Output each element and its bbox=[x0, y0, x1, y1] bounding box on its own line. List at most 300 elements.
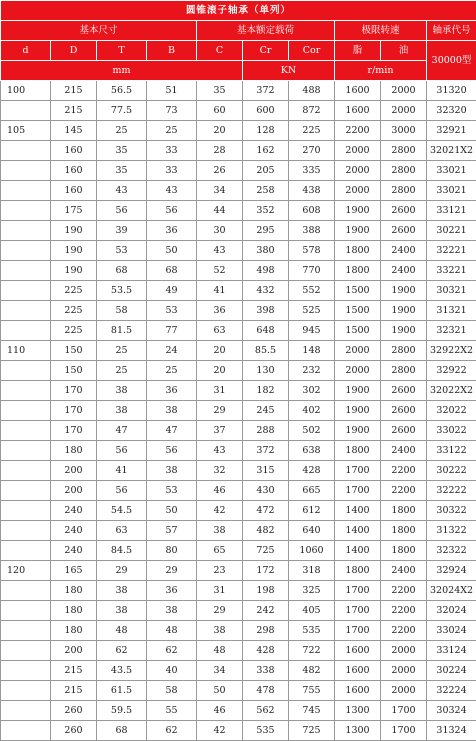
group-basic-size: 基本尺寸 bbox=[1, 21, 197, 41]
table-row bbox=[1, 181, 476, 201]
cell-C: 35 bbox=[197, 81, 243, 101]
cell-D: 180 bbox=[51, 441, 97, 461]
cell-D: 200 bbox=[51, 481, 97, 501]
cell-T: 77.5 bbox=[97, 101, 147, 121]
cell-code: 31320 bbox=[427, 81, 476, 101]
cell-C: 42 bbox=[197, 721, 243, 741]
cell-grease: 1900 bbox=[335, 381, 381, 401]
cell-Cor: 388 bbox=[289, 221, 335, 241]
cell-Cr: 315 bbox=[243, 461, 289, 481]
table-row bbox=[1, 201, 476, 221]
cell-Cor: 640 bbox=[289, 521, 335, 541]
cell-Cr: 398 bbox=[243, 301, 289, 321]
cell-C: 20 bbox=[197, 121, 243, 141]
table-row bbox=[1, 561, 476, 581]
cell-C: 34 bbox=[197, 181, 243, 201]
cell-oil: 1900 bbox=[381, 301, 427, 321]
table-row bbox=[1, 161, 476, 181]
cell-Cor: 232 bbox=[289, 361, 335, 381]
cell-d bbox=[1, 141, 51, 161]
cell-B: 58 bbox=[147, 681, 197, 701]
cell-d bbox=[1, 721, 51, 741]
cell-oil: 2400 bbox=[381, 241, 427, 261]
cell-D: 190 bbox=[51, 261, 97, 281]
group-bearing-code: 轴承代号 bbox=[427, 21, 476, 41]
cell-T: 54.5 bbox=[97, 501, 147, 521]
cell-Cr: 562 bbox=[243, 701, 289, 721]
cell-B: 36 bbox=[147, 221, 197, 241]
table-row bbox=[1, 681, 476, 701]
cell-code: 30222 bbox=[427, 461, 476, 481]
cell-oil: 1800 bbox=[381, 541, 427, 561]
cell-oil: 1800 bbox=[381, 501, 427, 521]
table-row bbox=[1, 81, 476, 101]
cell-B: 73 bbox=[147, 101, 197, 121]
cell-C: 26 bbox=[197, 161, 243, 181]
table-row bbox=[1, 421, 476, 441]
cell-d bbox=[1, 181, 51, 201]
cell-C: 60 bbox=[197, 101, 243, 121]
cell-grease: 1500 bbox=[335, 321, 381, 341]
cell-Cor: 525 bbox=[289, 301, 335, 321]
cell-oil: 2800 bbox=[381, 341, 427, 361]
table-row bbox=[1, 141, 476, 161]
cell-grease: 1600 bbox=[335, 661, 381, 681]
cell-B: 53 bbox=[147, 301, 197, 321]
table-row bbox=[1, 641, 476, 661]
cell-grease: 1900 bbox=[335, 401, 381, 421]
cell-code: 30221 bbox=[427, 221, 476, 241]
cell-D: 240 bbox=[51, 501, 97, 521]
cell-Cor: 302 bbox=[289, 381, 335, 401]
table-row bbox=[1, 521, 476, 541]
cell-code: 32922 bbox=[427, 361, 476, 381]
cell-D: 225 bbox=[51, 301, 97, 321]
cell-T: 62 bbox=[97, 641, 147, 661]
cell-oil: 2800 bbox=[381, 141, 427, 161]
cell-grease: 2000 bbox=[335, 341, 381, 361]
cell-Cr: 198 bbox=[243, 581, 289, 601]
cell-T: 56 bbox=[97, 201, 147, 221]
cell-code: 32221 bbox=[427, 241, 476, 261]
cell-grease: 1600 bbox=[335, 681, 381, 701]
cell-code: 32922X2 bbox=[427, 341, 476, 361]
cell-T: 38 bbox=[97, 581, 147, 601]
cell-d bbox=[1, 521, 51, 541]
cell-T: 61.5 bbox=[97, 681, 147, 701]
col-header-B: B bbox=[147, 41, 197, 61]
cell-grease: 1900 bbox=[335, 221, 381, 241]
cell-oil: 3000 bbox=[381, 121, 427, 141]
cell-B: 25 bbox=[147, 361, 197, 381]
cell-C: 43 bbox=[197, 441, 243, 461]
cell-d bbox=[1, 321, 51, 341]
cell-d bbox=[1, 441, 51, 461]
col-header-C: C bbox=[197, 41, 243, 61]
table-row bbox=[1, 581, 476, 601]
cell-T: 47 bbox=[97, 421, 147, 441]
cell-grease: 1700 bbox=[335, 461, 381, 481]
cell-Cr: 372 bbox=[243, 441, 289, 461]
cell-B: 29 bbox=[147, 561, 197, 581]
cell-grease: 1600 bbox=[335, 101, 381, 121]
cell-d bbox=[1, 661, 51, 681]
col-header-Cor: Cor bbox=[289, 41, 335, 61]
cell-C: 31 bbox=[197, 381, 243, 401]
cell-d bbox=[1, 281, 51, 301]
cell-Cr: 648 bbox=[243, 321, 289, 341]
cell-D: 225 bbox=[51, 321, 97, 341]
cell-d bbox=[1, 541, 51, 561]
cell-Cr: 432 bbox=[243, 281, 289, 301]
cell-oil: 1700 bbox=[381, 701, 427, 721]
cell-code: 31324 bbox=[427, 721, 476, 741]
cell-B: 38 bbox=[147, 601, 197, 621]
cell-T: 81.5 bbox=[97, 321, 147, 341]
cell-T: 58 bbox=[97, 301, 147, 321]
cell-Cor: 665 bbox=[289, 481, 335, 501]
cell-C: 44 bbox=[197, 201, 243, 221]
cell-Cor: 438 bbox=[289, 181, 335, 201]
cell-d: 120 bbox=[1, 561, 51, 581]
cell-T: 38 bbox=[97, 601, 147, 621]
cell-oil: 2600 bbox=[381, 421, 427, 441]
cell-C: 23 bbox=[197, 561, 243, 581]
cell-C: 28 bbox=[197, 141, 243, 161]
cell-d bbox=[1, 261, 51, 281]
cell-d bbox=[1, 301, 51, 321]
cell-oil: 2400 bbox=[381, 261, 427, 281]
cell-D: 215 bbox=[51, 661, 97, 681]
cell-T: 84.5 bbox=[97, 541, 147, 561]
cell-grease: 1800 bbox=[335, 261, 381, 281]
cell-B: 62 bbox=[147, 641, 197, 661]
cell-D: 180 bbox=[51, 581, 97, 601]
cell-T: 41 bbox=[97, 461, 147, 481]
cell-code: 32022X2 bbox=[427, 381, 476, 401]
table-row bbox=[1, 361, 476, 381]
cell-d bbox=[1, 381, 51, 401]
cell-grease: 1700 bbox=[335, 601, 381, 621]
cell-C: 63 bbox=[197, 321, 243, 341]
cell-B: 56 bbox=[147, 201, 197, 221]
cell-code: 32021X2 bbox=[427, 141, 476, 161]
cell-T: 56 bbox=[97, 481, 147, 501]
cell-code: 32924 bbox=[427, 561, 476, 581]
cell-Cr: 338 bbox=[243, 661, 289, 681]
cell-code: 33221 bbox=[427, 261, 476, 281]
cell-grease: 1600 bbox=[335, 641, 381, 661]
cell-B: 48 bbox=[147, 621, 197, 641]
cell-T: 56.5 bbox=[97, 81, 147, 101]
group-rated-load: 基本额定载荷 bbox=[197, 21, 335, 41]
unit-mm: mm bbox=[1, 61, 243, 81]
cell-Cr: 380 bbox=[243, 241, 289, 261]
cell-Cor: 945 bbox=[289, 321, 335, 341]
cell-oil: 2600 bbox=[381, 201, 427, 221]
cell-grease: 2000 bbox=[335, 181, 381, 201]
cell-grease: 1700 bbox=[335, 621, 381, 641]
table-row bbox=[1, 381, 476, 401]
cell-d: 110 bbox=[1, 341, 51, 361]
table-row bbox=[1, 661, 476, 681]
unit-rpm: r/min bbox=[335, 61, 427, 81]
cell-D: 145 bbox=[51, 121, 97, 141]
unit-kn: KN bbox=[243, 61, 335, 81]
cell-code: 30322 bbox=[427, 501, 476, 521]
cell-code: 33124 bbox=[427, 641, 476, 661]
cell-C: 20 bbox=[197, 361, 243, 381]
cell-Cr: 472 bbox=[243, 501, 289, 521]
cell-oil: 1700 bbox=[381, 721, 427, 741]
table-row bbox=[1, 441, 476, 461]
cell-D: 170 bbox=[51, 421, 97, 441]
cell-Cr: 182 bbox=[243, 381, 289, 401]
cell-D: 160 bbox=[51, 141, 97, 161]
cell-oil: 2200 bbox=[381, 481, 427, 501]
cell-D: 150 bbox=[51, 341, 97, 361]
table-row bbox=[1, 601, 476, 621]
cell-grease: 1400 bbox=[335, 541, 381, 561]
cell-Cr: 372 bbox=[243, 81, 289, 101]
cell-Cor: 535 bbox=[289, 621, 335, 641]
cell-code: 32024 bbox=[427, 601, 476, 621]
cell-grease: 1700 bbox=[335, 481, 381, 501]
cell-grease: 1400 bbox=[335, 501, 381, 521]
cell-C: 37 bbox=[197, 421, 243, 441]
cell-C: 41 bbox=[197, 281, 243, 301]
table-row bbox=[1, 621, 476, 641]
cell-Cor: 872 bbox=[289, 101, 335, 121]
cell-D: 150 bbox=[51, 361, 97, 381]
cell-T: 43 bbox=[97, 181, 147, 201]
cell-grease: 1500 bbox=[335, 281, 381, 301]
cell-code: 32224 bbox=[427, 681, 476, 701]
cell-code: 32222 bbox=[427, 481, 476, 501]
cell-D: 200 bbox=[51, 641, 97, 661]
cell-grease: 1500 bbox=[335, 301, 381, 321]
cell-oil: 2800 bbox=[381, 161, 427, 181]
table-row bbox=[1, 501, 476, 521]
cell-C: 42 bbox=[197, 501, 243, 521]
cell-C: 38 bbox=[197, 621, 243, 641]
cell-D: 170 bbox=[51, 381, 97, 401]
table-row bbox=[1, 401, 476, 421]
group-limit-speed: 极限转速 bbox=[335, 21, 427, 41]
cell-Cor: 638 bbox=[289, 441, 335, 461]
cell-Cr: 430 bbox=[243, 481, 289, 501]
cell-C: 34 bbox=[197, 661, 243, 681]
cell-D: 200 bbox=[51, 461, 97, 481]
cell-C: 50 bbox=[197, 681, 243, 701]
cell-Cor: 612 bbox=[289, 501, 335, 521]
cell-B: 50 bbox=[147, 241, 197, 261]
cell-code: 33121 bbox=[427, 201, 476, 221]
cell-T: 53 bbox=[97, 241, 147, 261]
cell-D: 240 bbox=[51, 541, 97, 561]
cell-T: 35 bbox=[97, 161, 147, 181]
cell-grease: 2000 bbox=[335, 161, 381, 181]
cell-B: 50 bbox=[147, 501, 197, 521]
table-row bbox=[1, 701, 476, 721]
cell-T: 56 bbox=[97, 441, 147, 461]
cell-T: 63 bbox=[97, 521, 147, 541]
table-row bbox=[1, 261, 476, 281]
table-title: 圆锥滚子轴承（单列） bbox=[1, 1, 476, 21]
cell-C: 20 bbox=[197, 341, 243, 361]
cell-Cor: 270 bbox=[289, 141, 335, 161]
cell-Cor: 428 bbox=[289, 461, 335, 481]
cell-grease: 1800 bbox=[335, 561, 381, 581]
cell-C: 29 bbox=[197, 401, 243, 421]
cell-D: 260 bbox=[51, 721, 97, 741]
table-row bbox=[1, 301, 476, 321]
cell-B: 24 bbox=[147, 341, 197, 361]
table-row bbox=[1, 721, 476, 741]
cell-T: 29 bbox=[97, 561, 147, 581]
cell-C: 29 bbox=[197, 601, 243, 621]
table-row bbox=[1, 281, 476, 301]
col-header-d: d bbox=[1, 41, 51, 61]
cell-grease: 1900 bbox=[335, 201, 381, 221]
cell-code: 33021 bbox=[427, 181, 476, 201]
cell-grease: 2000 bbox=[335, 141, 381, 161]
cell-C: 65 bbox=[197, 541, 243, 561]
cell-grease: 1800 bbox=[335, 241, 381, 261]
col-header-oil: 油 bbox=[381, 41, 427, 61]
cell-Cr: 245 bbox=[243, 401, 289, 421]
col-header-T: T bbox=[97, 41, 147, 61]
col-header-D: D bbox=[51, 41, 97, 61]
cell-Cr: 478 bbox=[243, 681, 289, 701]
cell-oil: 2200 bbox=[381, 621, 427, 641]
cell-D: 190 bbox=[51, 221, 97, 241]
cell-Cor: 725 bbox=[289, 721, 335, 741]
cell-code: 32322 bbox=[427, 541, 476, 561]
cell-D: 240 bbox=[51, 521, 97, 541]
cell-oil: 1900 bbox=[381, 281, 427, 301]
cell-D: 260 bbox=[51, 701, 97, 721]
cell-Cor: 745 bbox=[289, 701, 335, 721]
cell-grease: 1900 bbox=[335, 421, 381, 441]
cell-d bbox=[1, 701, 51, 721]
cell-Cor: 225 bbox=[289, 121, 335, 141]
cell-Cr: 600 bbox=[243, 101, 289, 121]
cell-Cr: 258 bbox=[243, 181, 289, 201]
table-row bbox=[1, 461, 476, 481]
cell-oil: 2600 bbox=[381, 221, 427, 241]
cell-B: 43 bbox=[147, 181, 197, 201]
cell-Cor: 722 bbox=[289, 641, 335, 661]
col-header-Cr: Cr bbox=[243, 41, 289, 61]
cell-Cor: 755 bbox=[289, 681, 335, 701]
cell-Cr: 295 bbox=[243, 221, 289, 241]
table-row bbox=[1, 221, 476, 241]
cell-oil: 2200 bbox=[381, 601, 427, 621]
cell-B: 62 bbox=[147, 721, 197, 741]
cell-B: 49 bbox=[147, 281, 197, 301]
cell-Cor: 770 bbox=[289, 261, 335, 281]
cell-C: 46 bbox=[197, 701, 243, 721]
cell-Cr: 162 bbox=[243, 141, 289, 161]
cell-d bbox=[1, 421, 51, 441]
cell-d bbox=[1, 461, 51, 481]
cell-B: 55 bbox=[147, 701, 197, 721]
cell-B: 36 bbox=[147, 581, 197, 601]
cell-B: 36 bbox=[147, 381, 197, 401]
cell-T: 38 bbox=[97, 381, 147, 401]
cell-grease: 2200 bbox=[335, 121, 381, 141]
cell-Cor: 402 bbox=[289, 401, 335, 421]
cell-Cr: 205 bbox=[243, 161, 289, 181]
cell-B: 57 bbox=[147, 521, 197, 541]
cell-code: 33024 bbox=[427, 621, 476, 641]
table-row bbox=[1, 341, 476, 361]
cell-T: 39 bbox=[97, 221, 147, 241]
table-row bbox=[1, 541, 476, 561]
cell-grease: 1600 bbox=[335, 81, 381, 101]
cell-B: 40 bbox=[147, 661, 197, 681]
cell-D: 215 bbox=[51, 81, 97, 101]
cell-Cr: 535 bbox=[243, 721, 289, 741]
cell-C: 32 bbox=[197, 461, 243, 481]
cell-d bbox=[1, 501, 51, 521]
cell-d bbox=[1, 201, 51, 221]
col-header-grease: 脂 bbox=[335, 41, 381, 61]
table-body bbox=[1, 81, 476, 741]
cell-oil: 2600 bbox=[381, 381, 427, 401]
cell-Cr: 498 bbox=[243, 261, 289, 281]
cell-code: 32024X2 bbox=[427, 581, 476, 601]
table-header bbox=[1, 1, 476, 81]
cell-oil: 1800 bbox=[381, 521, 427, 541]
cell-d bbox=[1, 361, 51, 381]
cell-Cor: 552 bbox=[289, 281, 335, 301]
table-row bbox=[1, 321, 476, 341]
cell-D: 165 bbox=[51, 561, 97, 581]
cell-oil: 2800 bbox=[381, 361, 427, 381]
cell-T: 53.5 bbox=[97, 281, 147, 301]
cell-grease: 1800 bbox=[335, 441, 381, 461]
cell-B: 53 bbox=[147, 481, 197, 501]
cell-Cr: 130 bbox=[243, 361, 289, 381]
cell-B: 33 bbox=[147, 161, 197, 181]
cell-Cr: 428 bbox=[243, 641, 289, 661]
cell-d: 105 bbox=[1, 121, 51, 141]
cell-d bbox=[1, 681, 51, 701]
cell-code: 32320 bbox=[427, 101, 476, 121]
cell-code: 32321 bbox=[427, 321, 476, 341]
cell-B: 68 bbox=[147, 261, 197, 281]
cell-code: 30321 bbox=[427, 281, 476, 301]
cell-oil: 2000 bbox=[381, 681, 427, 701]
cell-Cr: 242 bbox=[243, 601, 289, 621]
cell-Cor: 325 bbox=[289, 581, 335, 601]
cell-D: 215 bbox=[51, 101, 97, 121]
cell-d bbox=[1, 601, 51, 621]
cell-code: 32022 bbox=[427, 401, 476, 421]
cell-B: 56 bbox=[147, 441, 197, 461]
cell-B: 25 bbox=[147, 121, 197, 141]
cell-D: 180 bbox=[51, 601, 97, 621]
cell-Cr: 288 bbox=[243, 421, 289, 441]
cell-C: 31 bbox=[197, 581, 243, 601]
cell-D: 170 bbox=[51, 401, 97, 421]
cell-D: 190 bbox=[51, 241, 97, 261]
cell-B: 77 bbox=[147, 321, 197, 341]
cell-T: 43.5 bbox=[97, 661, 147, 681]
cell-Cr: 85.5 bbox=[243, 341, 289, 361]
